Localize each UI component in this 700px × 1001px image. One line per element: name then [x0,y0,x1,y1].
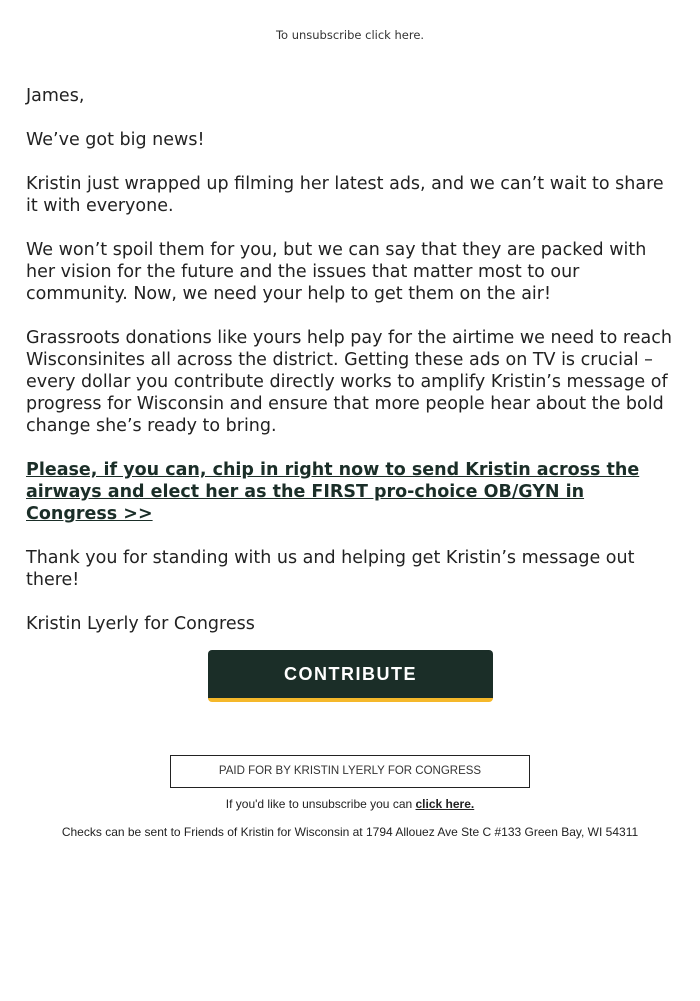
paragraph-ads-wrapped: Kristin just wrapped up filming her latest ads, and we can’t wait to share it with everyone. [26,174,664,216]
chip-in-link[interactable]: Please, if you can, chip in right now to send Kristin across the airways and elect her as the FIRST pro-choice OB/GYN in Congress >> [26,460,640,524]
paragraph-big-news: We’ve got big news! [26,130,205,150]
greeting: James, [26,86,85,106]
checks-address: Checks can be sent to Friends of Kristin for Wisconsin at 1794 Allouez Ave Ste C #133 Green Bay, WI 54311 [61,825,639,839]
paid-for-disclaimer: PAID FOR BY KRISTIN LYERLY FOR CONGRESS [170,755,530,788]
paragraph-no-spoil: We won’t spoil them for you, but we can say that they are packed with her vision for the future and the issues that matter most to our community. Now, we need your help to get them on the air! [26,240,647,304]
footer-unsubscribe-text: If you'd like to unsubscribe you can [225,797,416,811]
closing-paragraph: Thank you for standing with us and helping get Kristin’s message out there! [26,548,635,590]
footer-unsubscribe [0,797,700,811]
contribute-button-wrapper [208,650,493,702]
paragraph-grassroots: Grassroots donations like yours help pay for the airtime we need to reach Wisconsinites all across the district. Getting these ads on TV is crucial – every dollar you contribute directly works to amplify Kristin’s message of progress for Wisconsin and ensure that more people hear about the bold change she’s ready to bring. [26,328,672,436]
footer-unsubscribe-link[interactable]: click here. [415,797,475,811]
email-body [26,85,680,657]
contribute-button[interactable]: CONTRIBUTE [208,650,493,702]
signature: Kristin Lyerly for Congress [26,614,255,634]
top-unsubscribe-link[interactable]: To unsubscribe click here. [275,28,425,42]
cta-paragraph [26,459,680,525]
